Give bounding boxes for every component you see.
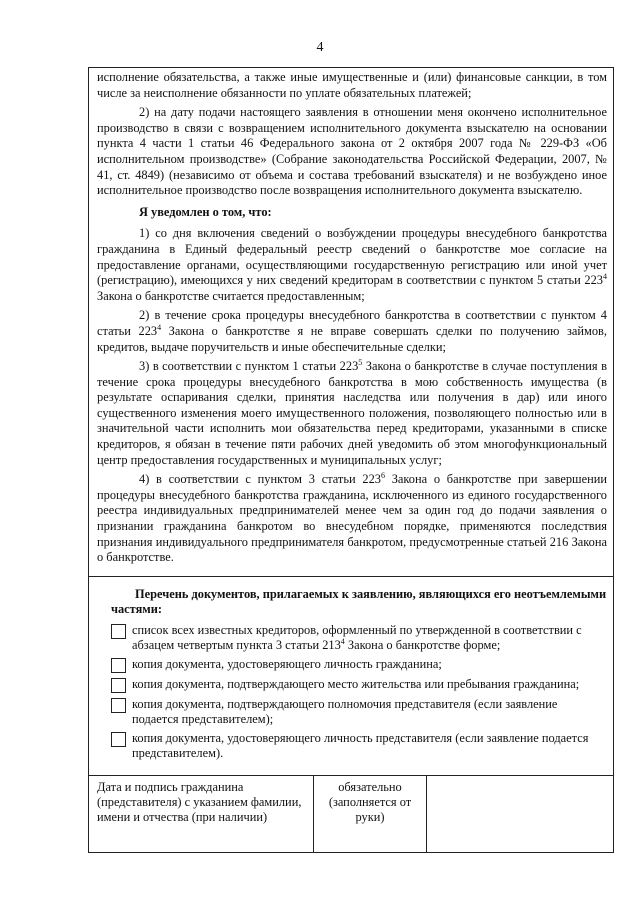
signature-table: [88, 776, 614, 853]
document-item-citizen-id: копия документа, удостоверяющего личность гражданина;: [111, 657, 607, 673]
statements-box: [88, 67, 614, 577]
checkbox[interactable]: [111, 732, 126, 747]
paragraph-sanctions: исполнение обязательства, а также иные имущественные и (или) финансовые санкции, в том числе за неисполнение обязанности по уплате обязательных платежей;: [97, 70, 607, 100]
document-item-residence: копия документа, подтверждающего место жительства или пребывания гражданина;: [111, 677, 607, 693]
notified-heading: Я уведомлен о том, что:: [139, 204, 272, 219]
document-item-representative-id: копия документа, удостоверяющего личность представителя (если заявление подается представителем).: [111, 731, 607, 761]
signature-label: Дата и подпись гражданина (представителя) с указанием фамилии, имени и отчества (при наличии): [89, 776, 314, 852]
form-sheet: [88, 67, 614, 853]
paragraph-enforcement-ended: 2) на дату подачи настоящего заявления в отношении меня окончено исполнительное производство в связи с возвращением исполнительного документа взыскателю на основании пункта 4 части 1 статьи 46 Федерального закона от 2 октября 2007 года № 229-ФЗ «Об исполнительном производстве» (Собрание законодательства Российской Федерации, 2007, № 41, ст. 4849) (независимо от объема и состава требований взыскателя) и не возбуждено иное исполнительное производство после возвращения исполнительного документа взыскателю.: [97, 105, 607, 198]
notice-item-3: 3) в соответствии с пунктом 1 статьи $223^5$ Закона о банкротстве в случае поступления в течение срока процедуры внесудебного банкротства в мою собственность имущества (в результате оспаривания сделки, принятия наследства или получения в дар) или иного существенного изменения моего имущественного положения, позволяющего полностью или в значительной части исполнить мои обязательства перед кредиторами, указанными в списке кредиторов, я обязан в течение пяти рабочих дней уведомить об этом многофункциональный центр предоставления государственных и муниципальных услуг;: [97, 357, 607, 467]
signature-field[interactable]: [427, 776, 613, 852]
notice-item-4: 4) в соответствии с пунктом 3 статьи $223^6$ Закона о банкротстве при завершении процедуры внесудебного банкротства гражданина, исключенного из единого государственного реестра индивидуальных предпринимателей менее чем за один год до подачи заявления о признании гражданина банкротом во внесудебном порядке, применяются последствия признания индивидуального предпринимателя банкротом, предусмотренные статьей 216 Закона о банкротстве.: [97, 471, 607, 565]
checkbox[interactable]: [111, 678, 126, 693]
page-number: 4: [316, 40, 324, 55]
checkbox[interactable]: [111, 658, 126, 673]
notice-item-2: 2) в течение срока процедуры внесудебного банкротства в соответствии с пунктом 4 статьи $223^4$ Закона о банкротстве я не вправе совершать сделки по получению займов, кредитов, выдаче поручительств и иные обеспечительные сделки;: [97, 308, 607, 354]
document-item-representative-authority: копия документа, подтверждающего полномочия представителя (если заявление подается представителем);: [111, 697, 607, 727]
notice-item-1: 1) со дня включения сведений о возбуждении процедуры внесудебного банкротства гражданина в Единый федеральный реестр сведений о банкротстве мое согласие на предоставление органами, осуществляющими государственную регистрацию или иной учет (регистрацию), имеющихся у них сведений кредиторам в соответствии с пунктом 5 статьи $223^4$ Закона о банкротстве считается предоставленным;: [97, 226, 607, 303]
checkbox[interactable]: [111, 698, 126, 713]
documents-title: Перечень документов, прилагаемых к заявлению, являющихся его неотъемлемыми частями:: [111, 586, 607, 616]
documents-box: [88, 577, 614, 776]
signature-note: обязательно (заполняется от руки): [314, 776, 427, 852]
document-item-creditors-list: список всех известных кредиторов, оформленный по утвержденной в соответствии с абзацем четвертым пункта 3 статьи $213^4$ Закона о банкротстве форме;: [111, 623, 607, 653]
checkbox[interactable]: [111, 624, 126, 639]
